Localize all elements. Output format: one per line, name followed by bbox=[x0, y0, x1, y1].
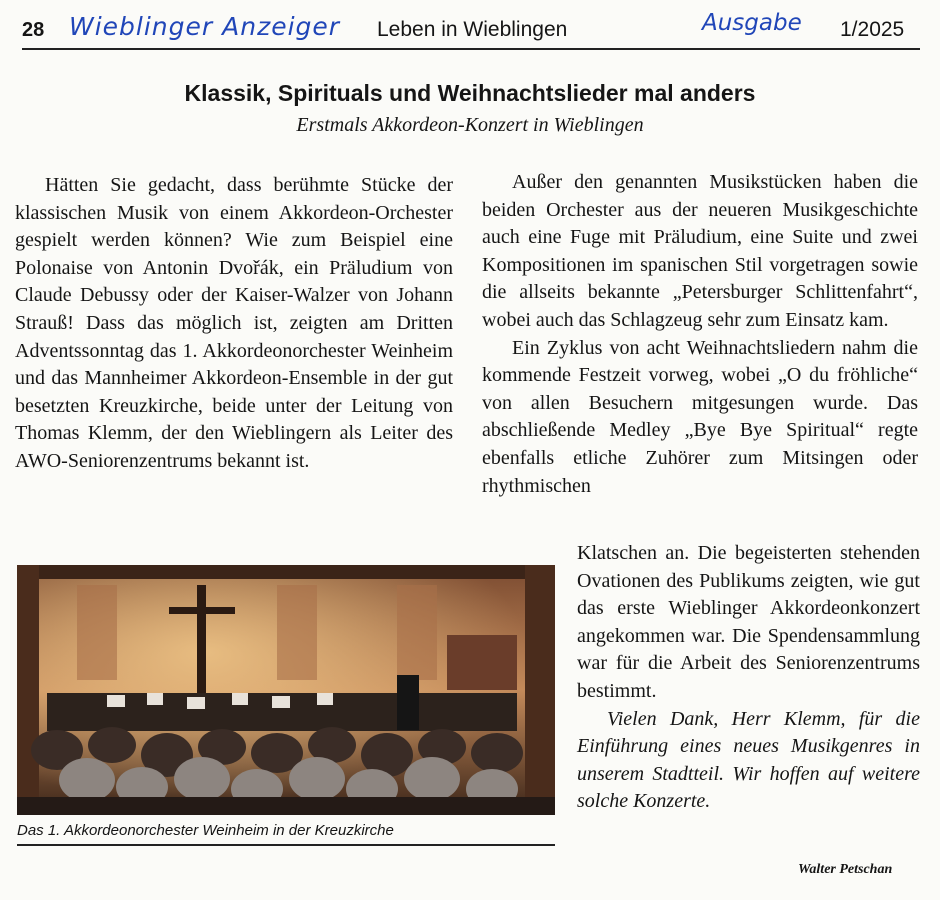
article-author: Walter Petschan bbox=[798, 862, 893, 877]
page-header bbox=[22, 10, 920, 48]
header-rule bbox=[22, 48, 920, 50]
right-column bbox=[482, 169, 918, 500]
concert-photo bbox=[17, 565, 555, 815]
article-title: Klassik, Spirituals und Weihnachtslieder mal anders bbox=[184, 80, 756, 106]
section-title: Leben in Wieblingen bbox=[377, 18, 568, 41]
photo-caption: Das 1. Akkordeonorchester Weinheim in der Kreuzkirche bbox=[17, 822, 394, 839]
left-paragraph: Hätten Sie gedacht, dass berühmte Stücke der klassischen Musik von einem Akkordeon-Orchester gespielt werden können? Wie zum Beispiel eine Polonaise von Antonin Dvořák, ein Präludium von Claude Debussy oder der Kaiser-Walzer von Johann Strauß! Dass das möglich ist, zeigten am Dritten Adventssonntag das 1. Akkordeonorchester Weinheim und das Mannheimer Akkordeon-Ensemble in der gut besetzten Kreuzkirche, beide unter der Leitung von Thomas Klemm, der den Wieblingern als Leiter des AWO-Seniorenzentrums bekannt ist. bbox=[15, 174, 453, 472]
right-paragraph-2-continued: Klatschen an. Die begeisterten stehenden Ovationen des Publikums zeigten, wie gut das erste Wieblinger Akkordeonkonzert angekommen war. Die Spendensammlung war für die Arbeit des Seniorenzentrums bestimmt. bbox=[577, 542, 920, 702]
left-column bbox=[15, 172, 453, 476]
issue-number: 1/2025 bbox=[840, 18, 905, 41]
issue-label: Ausgabe bbox=[702, 10, 802, 36]
caption-rule bbox=[17, 844, 555, 846]
thanks-paragraph: Vielen Dank, Herr Klemm, für die Einführung eines neues Musikgenres in unserem Stadtteil. Wir hoffen auf weitere solche Konzerte. bbox=[577, 707, 920, 813]
article-subtitle: Erstmals Akkordeon-Konzert in Wieblingen bbox=[296, 114, 644, 136]
publication-name: Wieblinger Anzeiger bbox=[69, 12, 341, 41]
right-column-narrow bbox=[577, 540, 920, 816]
page-number: 28 bbox=[22, 19, 45, 41]
concert-photo-image bbox=[17, 565, 555, 815]
right-paragraph-2: Ein Zyklus von acht Weihnachtsliedern nahm die kommende Festzeit vorweg, wobei „O du fröhliche“ von allen Besuchern mitgesungen wurde. Das abschließende Medley „Bye Bye Spiritual“ regte ebenfalls etliche Zuhörer zum Mitsingen oder rhythmischen bbox=[482, 336, 918, 497]
right-paragraph-1: Außer den genannten Musikstücken haben die beiden Orchester aus der neueren Musikgeschichte auch eine Fuge mit Präludium, eine Suite und zwei Kompositionen im spanischen Stil vorgetragen sowie die allseits bekannte „Petersburger Schlittenfahrt“, wobei auch das Schlagzeug sehr zum Einsatz kam. bbox=[482, 171, 918, 331]
